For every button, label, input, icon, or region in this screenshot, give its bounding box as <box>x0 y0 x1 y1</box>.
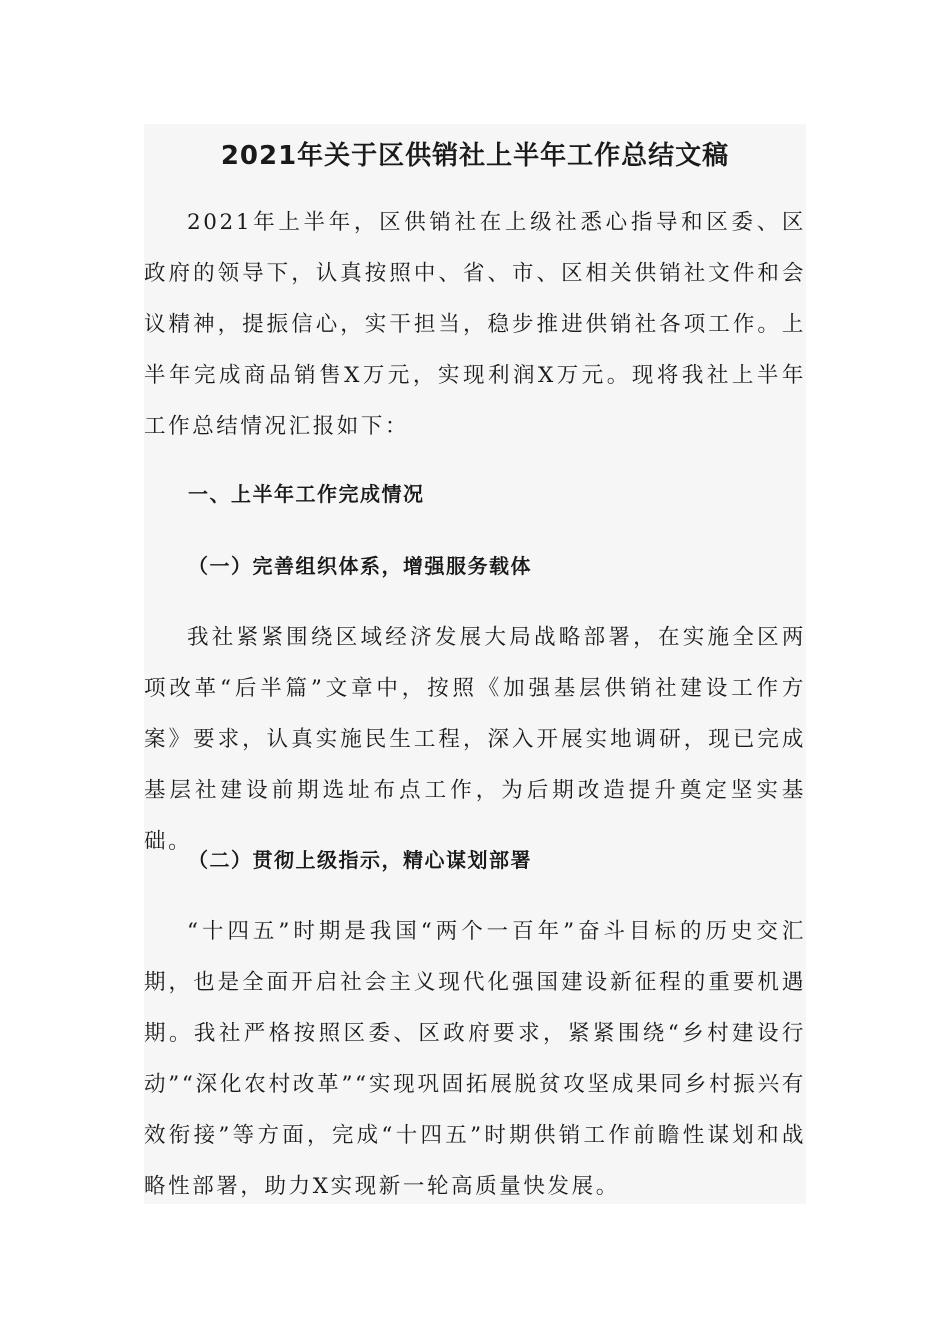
subsection-heading-2: （二）贯彻上级指示，精心谋划部署 <box>188 848 532 872</box>
document-title: 2021年关于区供销社上半年工作总结文稿 <box>220 141 730 171</box>
intro-paragraph: 2021年上半年，区供销社在上级社悉心指导和区委、区政府的领导下，认真按照中、省、市、区相关供销社文件和会议精神，提振信心，实干担当，稳步推进供销社各项工作。上半年完成商品销售X万元，实现利润X万元。现将我社上半年工作总结情况汇报如下： <box>144 210 806 439</box>
section-heading-1: 一、上半年工作完成情况 <box>188 482 425 506</box>
subsection-body-1: 我社紧紧围绕区域经济发展大局战略部署，在实施全区两项改革“后半篇”文章中，按照《加强基层供销社建设工作方案》要求，认真实施民生工程，深入开展实地调研，现已完成基层社建设前期选址布点工作，为后期改造提升奠定坚实基础。 <box>144 625 806 854</box>
subsection-heading-1: （一）完善组织体系，增强服务载体 <box>188 554 532 578</box>
subsection-body-2: “十四五”时期是我国“两个一百年”奋斗目标的历史交汇期，也是全面开启社会主义现代化强国建设新征程的重要机遇期。我社严格按照区委、区政府要求，紧紧围绕“乡村建设行动”“深化农村改革”“实现巩固拓展脱贫攻坚成果同乡村振兴有效衔接”等方面，完成“十四五”时期供销工作前瞻性谋划和战略性部署，助力X实现新一轮高质量快发展。 <box>144 919 806 1199</box>
